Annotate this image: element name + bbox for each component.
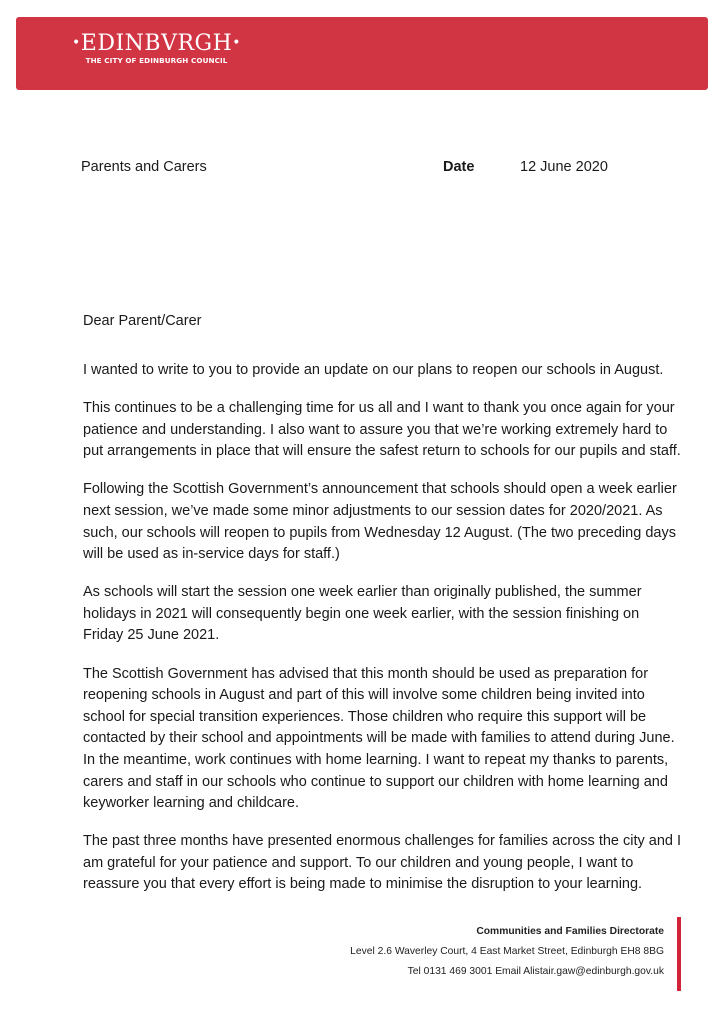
logo-dot-left-icon: • — [72, 35, 81, 51]
council-logo — [72, 31, 241, 65]
footer-department: Communities and Families Directorate — [476, 926, 664, 937]
footer-address: Level 2.6 Waverley Court, 4 East Market Street, Edinburgh EH8 8BG — [350, 946, 664, 957]
paragraph-intro: I wanted to write to you to provide an update on our plans to reopen our schools in August. — [83, 362, 664, 378]
recipient: Parents and Carers — [81, 159, 207, 175]
paragraph-thanks: This continues to be a challenging time for us all and I want to thank you once again for your patience and understanding. I also want to assure you that we’re working extremely hard to put arrangements in place that will ensure the safest return to schools for our pupils and staff. — [83, 400, 681, 460]
footer-contact — [350, 926, 664, 986]
footer-contact-line: Tel 0131 469 3001 Email Alistair.gaw@edinburgh.gov.uk — [407, 966, 664, 977]
paragraph-transition: The Scottish Government has advised that this month should be used as preparation for reopening schools in August and part of this will involve some children being invited into school for special transition experiences. Those children who require this support will be contacted by their school and appointments will be made with families to attend during June. In the meantime, work continues with home learning. I want to repeat my thanks to parents, carers and staff in our schools who continue to support our children with home learning and keyworker learning and childcare. — [83, 665, 675, 812]
date-label: Date — [443, 159, 475, 175]
date-value: 12 June 2020 — [520, 159, 608, 175]
paragraph-closing: The past three months have presented enormous challenges for families across the city and I am grateful for your patience and support. To our children and young people, I want to reassure you that every effort is being made to minimise the disruption to your learning. — [83, 833, 682, 893]
logo-subtitle: THE CITY OF EDINBURGH COUNCIL — [85, 56, 228, 65]
logo-dot-right-icon: • — [232, 35, 242, 51]
paragraph-summer-holidays: As schools will start the session one week earlier than originally published, the summer holidays in 2021 will consequently begin one week earlier, with the session finishing on Friday 25 June 2021. — [83, 584, 642, 644]
footer-accent-bar — [677, 917, 681, 991]
logo-main-text: EDINBVRGH — [80, 31, 233, 56]
letter-body — [83, 360, 683, 912]
salutation: Dear Parent/Carer — [83, 313, 202, 329]
paragraph-session-dates: Following the Scottish Government’s announcement that schools should open a week earlier next session, we’ve made some minor adjustments to our session dates for 2020/2021. As such, our schools will reopen to pupils from Wednesday 12 August. (The two preceding days will be used as in-service days for staff.) — [83, 481, 677, 563]
logo-wordmark — [72, 31, 241, 56]
header-banner — [16, 17, 708, 90]
